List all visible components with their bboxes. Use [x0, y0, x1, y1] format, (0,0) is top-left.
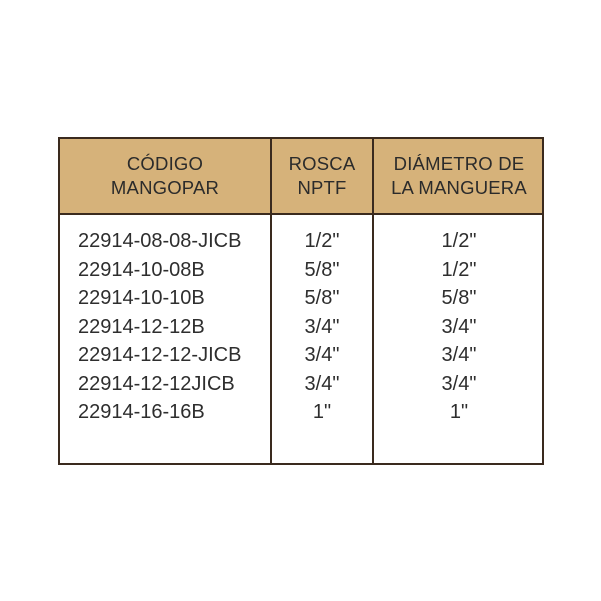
column-rosca [272, 227, 372, 427]
header-rosca-nptf [272, 139, 372, 213]
cell-hose: 1" [449, 401, 469, 423]
cell-thread: 1/2" [304, 230, 340, 252]
cell-code: 22914-08-08-JICB [78, 230, 242, 252]
column-codigo [78, 227, 268, 427]
cell-thread: 3/4" [304, 372, 340, 395]
header-line: MANGOPAR [110, 177, 220, 198]
cell-hose: 5/8" [441, 287, 477, 309]
header-line: NPTF [297, 177, 347, 198]
cell-code: 22914-10-08B [78, 258, 205, 281]
cell-thread: 3/4" [304, 315, 340, 338]
table-header-row [60, 139, 542, 215]
cell-code: 22914-12-12B [78, 315, 205, 338]
cell-hose: 3/4" [441, 372, 477, 395]
header-line: ROSCA [288, 153, 356, 174]
header-codigo-mangopar [60, 139, 270, 213]
cell-code: 22914-16-16B [78, 401, 205, 423]
header-diametro-manguera [374, 139, 544, 213]
cell-hose: 3/4" [441, 344, 477, 366]
cell-thread: 5/8" [304, 287, 340, 309]
cell-thread: 1" [312, 401, 332, 423]
cell-code: 22914-10-10B [78, 287, 205, 309]
spec-table [58, 137, 544, 465]
header-line: LA MANGUERA [391, 177, 527, 198]
cell-hose: 1/2" [441, 258, 477, 281]
header-line: DIÁMETRO DE [393, 153, 525, 174]
cell-hose: 3/4" [441, 315, 477, 338]
cell-code: 22914-12-12JICB [78, 372, 235, 395]
header-line: CÓDIGO [126, 153, 204, 174]
column-diametro [374, 227, 544, 427]
cell-thread: 5/8" [304, 258, 340, 281]
cell-thread: 3/4" [304, 344, 340, 366]
cell-code: 22914-12-12-JICB [78, 344, 242, 366]
cell-hose: 1/2" [441, 230, 477, 252]
